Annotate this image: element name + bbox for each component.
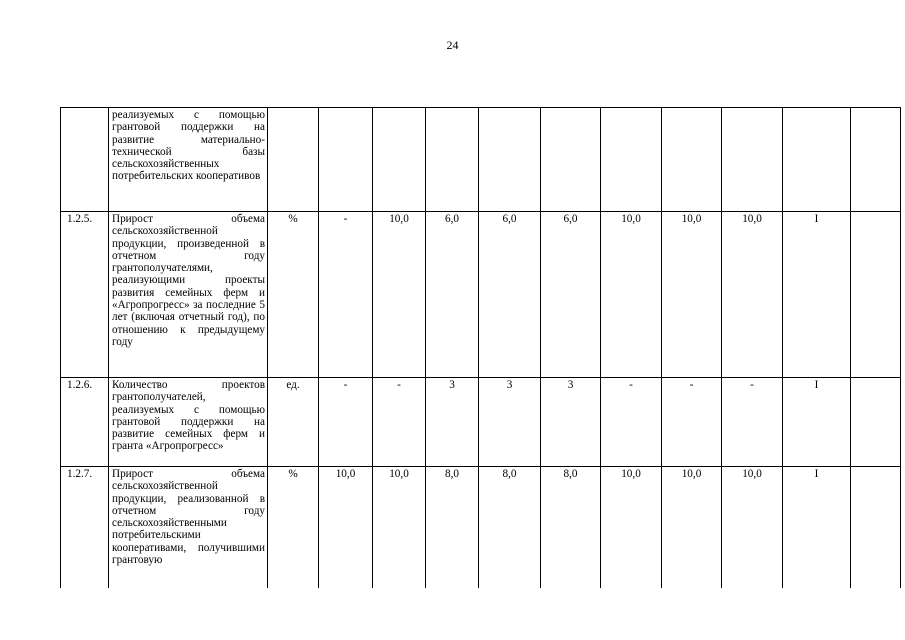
value-cell: - xyxy=(319,378,373,467)
value-cell: 6,0 xyxy=(426,212,479,378)
value-cell: 8,0 xyxy=(541,467,601,588)
value-cell: 10,0 xyxy=(373,212,426,378)
value-cell: - xyxy=(601,378,662,467)
unit-cell: % xyxy=(268,467,319,588)
indicators-table xyxy=(60,107,901,588)
value-cell: 6,0 xyxy=(541,212,601,378)
value-cell: 10,0 xyxy=(373,467,426,588)
unit-cell: % xyxy=(268,212,319,378)
page-number: 24 xyxy=(446,38,459,52)
value-cell xyxy=(479,108,541,212)
value-cell: 10,0 xyxy=(662,212,722,378)
unit-cell: ед. xyxy=(268,378,319,467)
value-cell: - xyxy=(373,378,426,467)
value-cell: I xyxy=(783,467,851,588)
table-row xyxy=(61,108,901,212)
value-cell: 10,0 xyxy=(601,467,662,588)
value-cell: - xyxy=(319,212,373,378)
value-cell xyxy=(851,467,901,588)
value-cell: 8,0 xyxy=(426,467,479,588)
table-row xyxy=(61,467,901,588)
unit-cell xyxy=(268,108,319,212)
value-cell: 3 xyxy=(426,378,479,467)
row-number: 1.2.7. xyxy=(61,467,109,588)
value-cell xyxy=(783,108,851,212)
value-cell xyxy=(662,108,722,212)
table-row xyxy=(61,378,901,467)
value-cell xyxy=(426,108,479,212)
indicator-name: Прирост объема сельскохозяйственной продукции, реализованной в отчетном году сельскохозяйственными потребительскими кооперативами, получившими грантовую xyxy=(109,467,268,588)
value-cell: 10,0 xyxy=(601,212,662,378)
value-cell: 10,0 xyxy=(722,467,783,588)
indicator-name: Количество проектов грантополучателей, реализуемых с помощью грантовой поддержки на развитие семейных ферм и гранта «Агропрогресс» xyxy=(109,378,268,467)
value-cell: 10,0 xyxy=(662,467,722,588)
value-cell xyxy=(851,108,901,212)
indicator-name: реализуемых с помощью грантовой поддержки на развитие материально-технической базы сельскохозяйственных потребительских кооперативов xyxy=(109,108,268,212)
indicator-name: Прирост объема сельскохозяйственной продукции, произведенной в отчетном году грантополучателями, реализующими проекты развития семейных ферм и «Агропрогресс» за последние 5 лет (включая отчетный год), по отношению к предыдущему году xyxy=(109,212,268,378)
value-cell: 6,0 xyxy=(479,212,541,378)
table-row xyxy=(61,212,901,378)
value-cell xyxy=(373,108,426,212)
value-cell xyxy=(851,212,901,378)
row-number: 1.2.6. xyxy=(61,378,109,467)
value-cell: - xyxy=(662,378,722,467)
value-cell xyxy=(319,108,373,212)
value-cell xyxy=(541,108,601,212)
value-cell xyxy=(601,108,662,212)
value-cell: 10,0 xyxy=(319,467,373,588)
value-cell: I xyxy=(783,212,851,378)
row-number xyxy=(61,108,109,212)
value-cell xyxy=(722,108,783,212)
value-cell: 3 xyxy=(479,378,541,467)
value-cell xyxy=(851,378,901,467)
value-cell: - xyxy=(722,378,783,467)
value-cell: I xyxy=(783,378,851,467)
row-number: 1.2.5. xyxy=(61,212,109,378)
value-cell: 10,0 xyxy=(722,212,783,378)
value-cell: 3 xyxy=(541,378,601,467)
value-cell: 8,0 xyxy=(479,467,541,588)
